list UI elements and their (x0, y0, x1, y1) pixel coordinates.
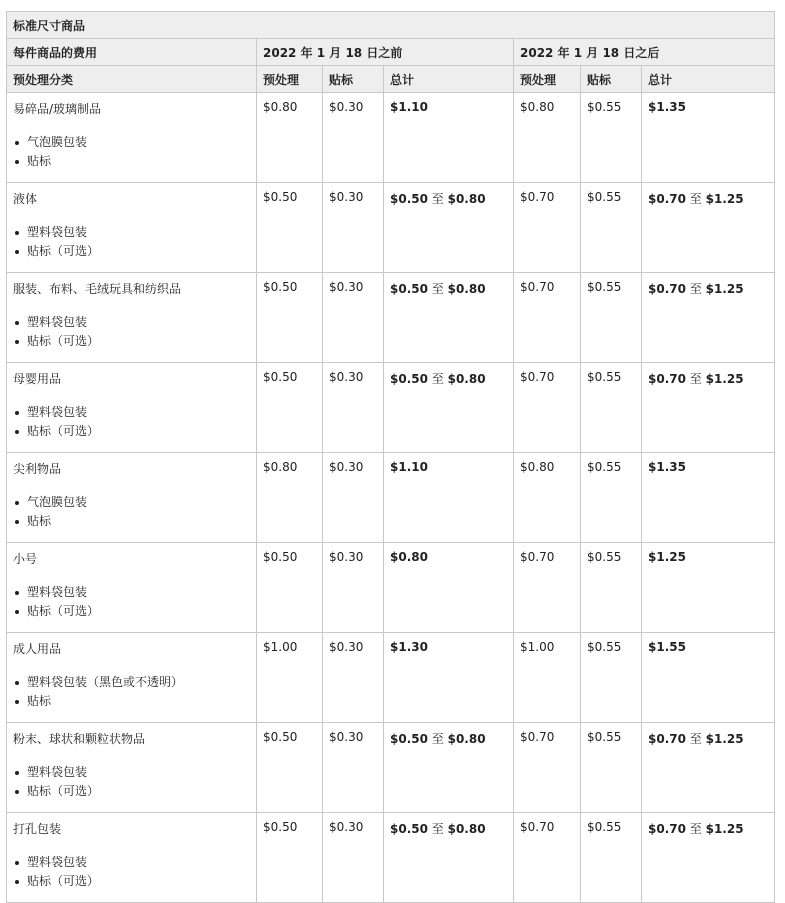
total-fee-before: $1.30 (384, 633, 514, 723)
list-item: 贴标 (13, 152, 250, 171)
prep-requirements-list (13, 673, 250, 711)
list-item: 塑料袋包装 (13, 403, 250, 422)
list-item: 贴标（可选） (13, 242, 250, 261)
label-fee-before: $0.30 (323, 543, 384, 633)
prep-requirements-list (13, 133, 250, 171)
list-item: 塑料袋包装 (13, 313, 250, 332)
label-fee-after: $0.55 (581, 813, 642, 903)
list-item: 塑料袋包装 (13, 763, 250, 782)
list-item: 贴标 (13, 512, 250, 531)
label-fee-after: $0.55 (581, 633, 642, 723)
prep-fee-after: $0.70 (514, 273, 581, 363)
prep-fee-before: $0.50 (257, 363, 323, 453)
prep-fee-before: $0.50 (257, 813, 323, 903)
total-fee-after: $0.70 至 $1.25 (642, 813, 775, 903)
table-row (7, 363, 775, 453)
list-item: 贴标（可选） (13, 782, 250, 801)
before-date-header: 2022 年 1 月 18 日之前 (257, 39, 514, 66)
prep-column-header-after: 预处理 (514, 66, 581, 93)
prep-requirements-list (13, 223, 250, 261)
list-item: 塑料袋包装（黑色或不透明） (13, 673, 250, 692)
label-fee-after: $0.55 (581, 273, 642, 363)
after-date-header: 2022 年 1 月 18 日之后 (514, 39, 775, 66)
list-item: 贴标 (13, 692, 250, 711)
label-fee-after: $0.55 (581, 723, 642, 813)
table-row (7, 633, 775, 723)
list-item: 气泡膜包装 (13, 133, 250, 152)
category-column-header: 预处理分类 (7, 66, 257, 93)
prep-requirements-list (13, 583, 250, 621)
table-row (7, 813, 775, 903)
prep-fee-after: $0.80 (514, 93, 581, 183)
prep-fee-after: $0.70 (514, 723, 581, 813)
list-item: 贴标（可选） (13, 872, 250, 891)
category-name: 粉末、球状和颗粒状物品 (13, 732, 146, 746)
category-name: 小号 (13, 552, 38, 566)
list-item: 塑料袋包装 (13, 853, 250, 872)
total-fee-before: $0.50 至 $0.80 (384, 363, 514, 453)
total-column-header-after: 总计 (642, 66, 775, 93)
label-fee-before: $0.30 (323, 183, 384, 273)
prep-fee-before: $0.50 (257, 543, 323, 633)
total-fee-before: $0.50 至 $0.80 (384, 183, 514, 273)
table-row (7, 453, 775, 543)
label-fee-after: $0.55 (581, 453, 642, 543)
label-fee-after: $0.55 (581, 543, 642, 633)
total-fee-after: $1.35 (642, 93, 775, 183)
label-fee-before: $0.30 (323, 723, 384, 813)
prep-fee-after: $1.00 (514, 633, 581, 723)
prep-requirements-list (13, 493, 250, 531)
list-item: 塑料袋包装 (13, 223, 250, 242)
fee-table (6, 11, 775, 903)
total-fee-before: $0.50 至 $0.80 (384, 273, 514, 363)
prep-fee-before: $0.50 (257, 183, 323, 273)
prep-fee-after: $0.70 (514, 813, 581, 903)
category-cell (7, 543, 257, 633)
total-fee-before: $1.10 (384, 453, 514, 543)
total-fee-before: $0.80 (384, 543, 514, 633)
total-fee-after: $0.70 至 $1.25 (642, 273, 775, 363)
category-cell (7, 453, 257, 543)
total-fee-before: $0.50 至 $0.80 (384, 813, 514, 903)
category-name: 打孔包装 (13, 822, 62, 836)
category-name: 尖利物品 (13, 462, 62, 476)
list-item: 贴标（可选） (13, 422, 250, 441)
table-title: 标准尺寸商品 (7, 12, 775, 39)
table-row (7, 273, 775, 363)
label-fee-after: $0.55 (581, 93, 642, 183)
prep-fee-after: $0.80 (514, 453, 581, 543)
prep-fee-after: $0.70 (514, 363, 581, 453)
category-name: 液体 (13, 192, 38, 206)
label-fee-before: $0.30 (323, 453, 384, 543)
total-fee-after: $1.35 (642, 453, 775, 543)
prep-fee-before: $0.50 (257, 723, 323, 813)
fee-per-item-header: 每件商品的费用 (7, 39, 257, 66)
total-fee-before: $0.50 至 $0.80 (384, 723, 514, 813)
label-fee-before: $0.30 (323, 93, 384, 183)
category-cell (7, 363, 257, 453)
list-item: 贴标（可选） (13, 602, 250, 621)
total-fee-after: $0.70 至 $1.25 (642, 183, 775, 273)
category-cell (7, 183, 257, 273)
category-name: 成人用品 (13, 642, 62, 656)
total-fee-after: $0.70 至 $1.25 (642, 723, 775, 813)
list-item: 贴标（可选） (13, 332, 250, 351)
total-fee-before: $1.10 (384, 93, 514, 183)
prep-fee-before: $1.00 (257, 633, 323, 723)
table-row (7, 543, 775, 633)
table-row (7, 183, 775, 273)
list-item: 气泡膜包装 (13, 493, 250, 512)
table-row (7, 93, 775, 183)
total-fee-after: $1.55 (642, 633, 775, 723)
label-fee-after: $0.55 (581, 183, 642, 273)
total-fee-after: $0.70 至 $1.25 (642, 363, 775, 453)
category-cell (7, 813, 257, 903)
label-fee-before: $0.30 (323, 363, 384, 453)
prep-fee-before: $0.80 (257, 93, 323, 183)
prep-fee-after: $0.70 (514, 183, 581, 273)
prep-requirements-list (13, 853, 250, 891)
prep-fee-before: $0.80 (257, 453, 323, 543)
category-name: 易碎品/玻璃制品 (13, 102, 102, 116)
label-fee-before: $0.30 (323, 273, 384, 363)
category-cell (7, 723, 257, 813)
prep-fee-before: $0.50 (257, 273, 323, 363)
total-column-header-before: 总计 (384, 66, 514, 93)
prep-fee-after: $0.70 (514, 543, 581, 633)
prep-column-header-before: 预处理 (257, 66, 323, 93)
prep-requirements-list (13, 313, 250, 351)
category-cell (7, 93, 257, 183)
label-fee-after: $0.55 (581, 363, 642, 453)
prep-requirements-list (13, 403, 250, 441)
category-name: 服装、布料、毛绒玩具和纺织品 (13, 282, 182, 296)
total-fee-after: $1.25 (642, 543, 775, 633)
label-fee-before: $0.30 (323, 633, 384, 723)
category-cell (7, 273, 257, 363)
label-column-header-before: 贴标 (323, 66, 384, 93)
label-fee-before: $0.30 (323, 813, 384, 903)
category-cell (7, 633, 257, 723)
label-column-header-after: 贴标 (581, 66, 642, 93)
list-item: 塑料袋包装 (13, 583, 250, 602)
category-name: 母婴用品 (13, 372, 62, 386)
prep-requirements-list (13, 763, 250, 801)
table-row (7, 723, 775, 813)
